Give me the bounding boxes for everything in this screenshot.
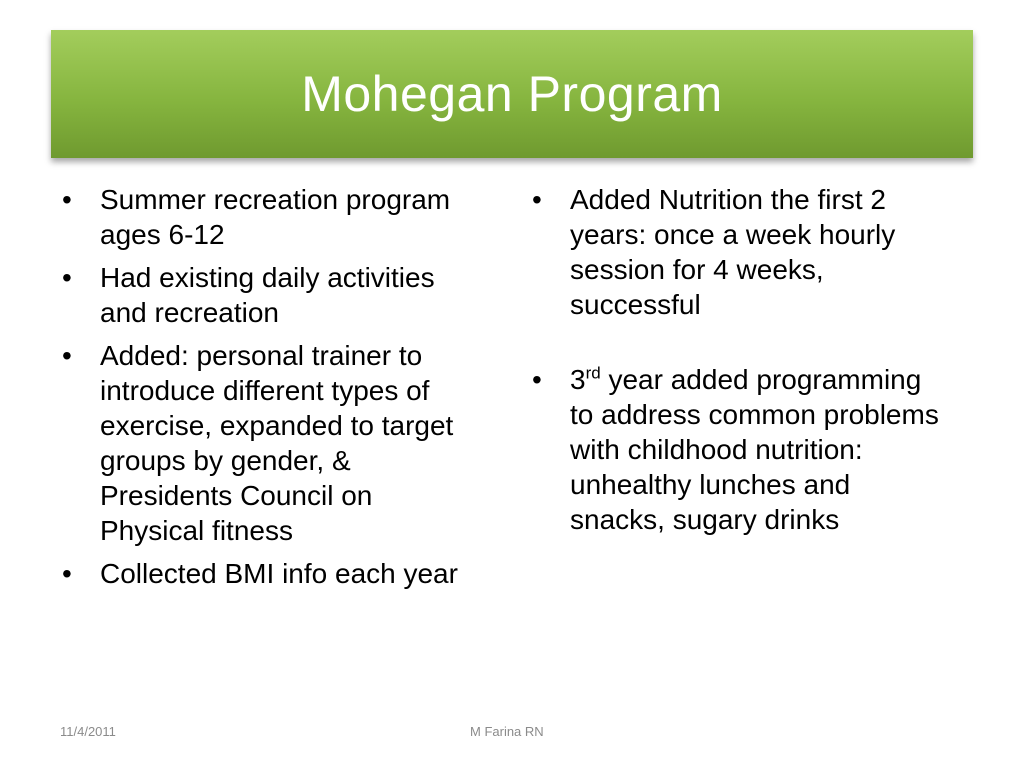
left-bullet-list [60, 182, 470, 599]
bullet-item [530, 182, 950, 322]
bullet-dot-icon: • [62, 262, 72, 293]
bullet-item [60, 556, 470, 591]
bullet-item [60, 182, 470, 252]
bullet-item [60, 260, 470, 330]
bullet-text [570, 364, 939, 535]
bullet-text-rest: year added programming to address common problems with childhood nutrition: unhealthy lunches and snacks, sugary drinks [570, 364, 939, 535]
right-bullet-list [530, 182, 950, 545]
bullet-text: Collected BMI info each year [100, 558, 458, 589]
bullet-dot-icon: • [532, 364, 542, 395]
bullet-item [60, 338, 470, 548]
bullet-text: Summer recreation program ages 6-12 [100, 184, 451, 250]
bullet-text: Added Nutrition the first 2 years: once a week hourly session for 4 weeks, successful [570, 184, 896, 320]
footer-date: 11/4/2011 [60, 724, 116, 739]
bullet-dot-icon: • [62, 558, 72, 589]
bullet-item [530, 362, 950, 537]
bullet-dot-icon: • [62, 340, 72, 371]
ordinal-number: 3 [570, 364, 586, 395]
bullet-text: Had existing daily activities and recreation [100, 262, 435, 328]
footer-author: M Farina RN [470, 724, 544, 739]
bullet-dot-icon: • [62, 184, 72, 215]
title-banner [51, 30, 973, 158]
slide-title: Mohegan Program [301, 66, 723, 122]
bullet-text: Added: personal trainer to introduce different types of exercise, expanded to target groups by gender, & Presidents Council on Physical fitness [100, 340, 454, 546]
bullet-dot-icon: • [532, 184, 542, 215]
ordinal-suffix: rd [585, 363, 601, 383]
